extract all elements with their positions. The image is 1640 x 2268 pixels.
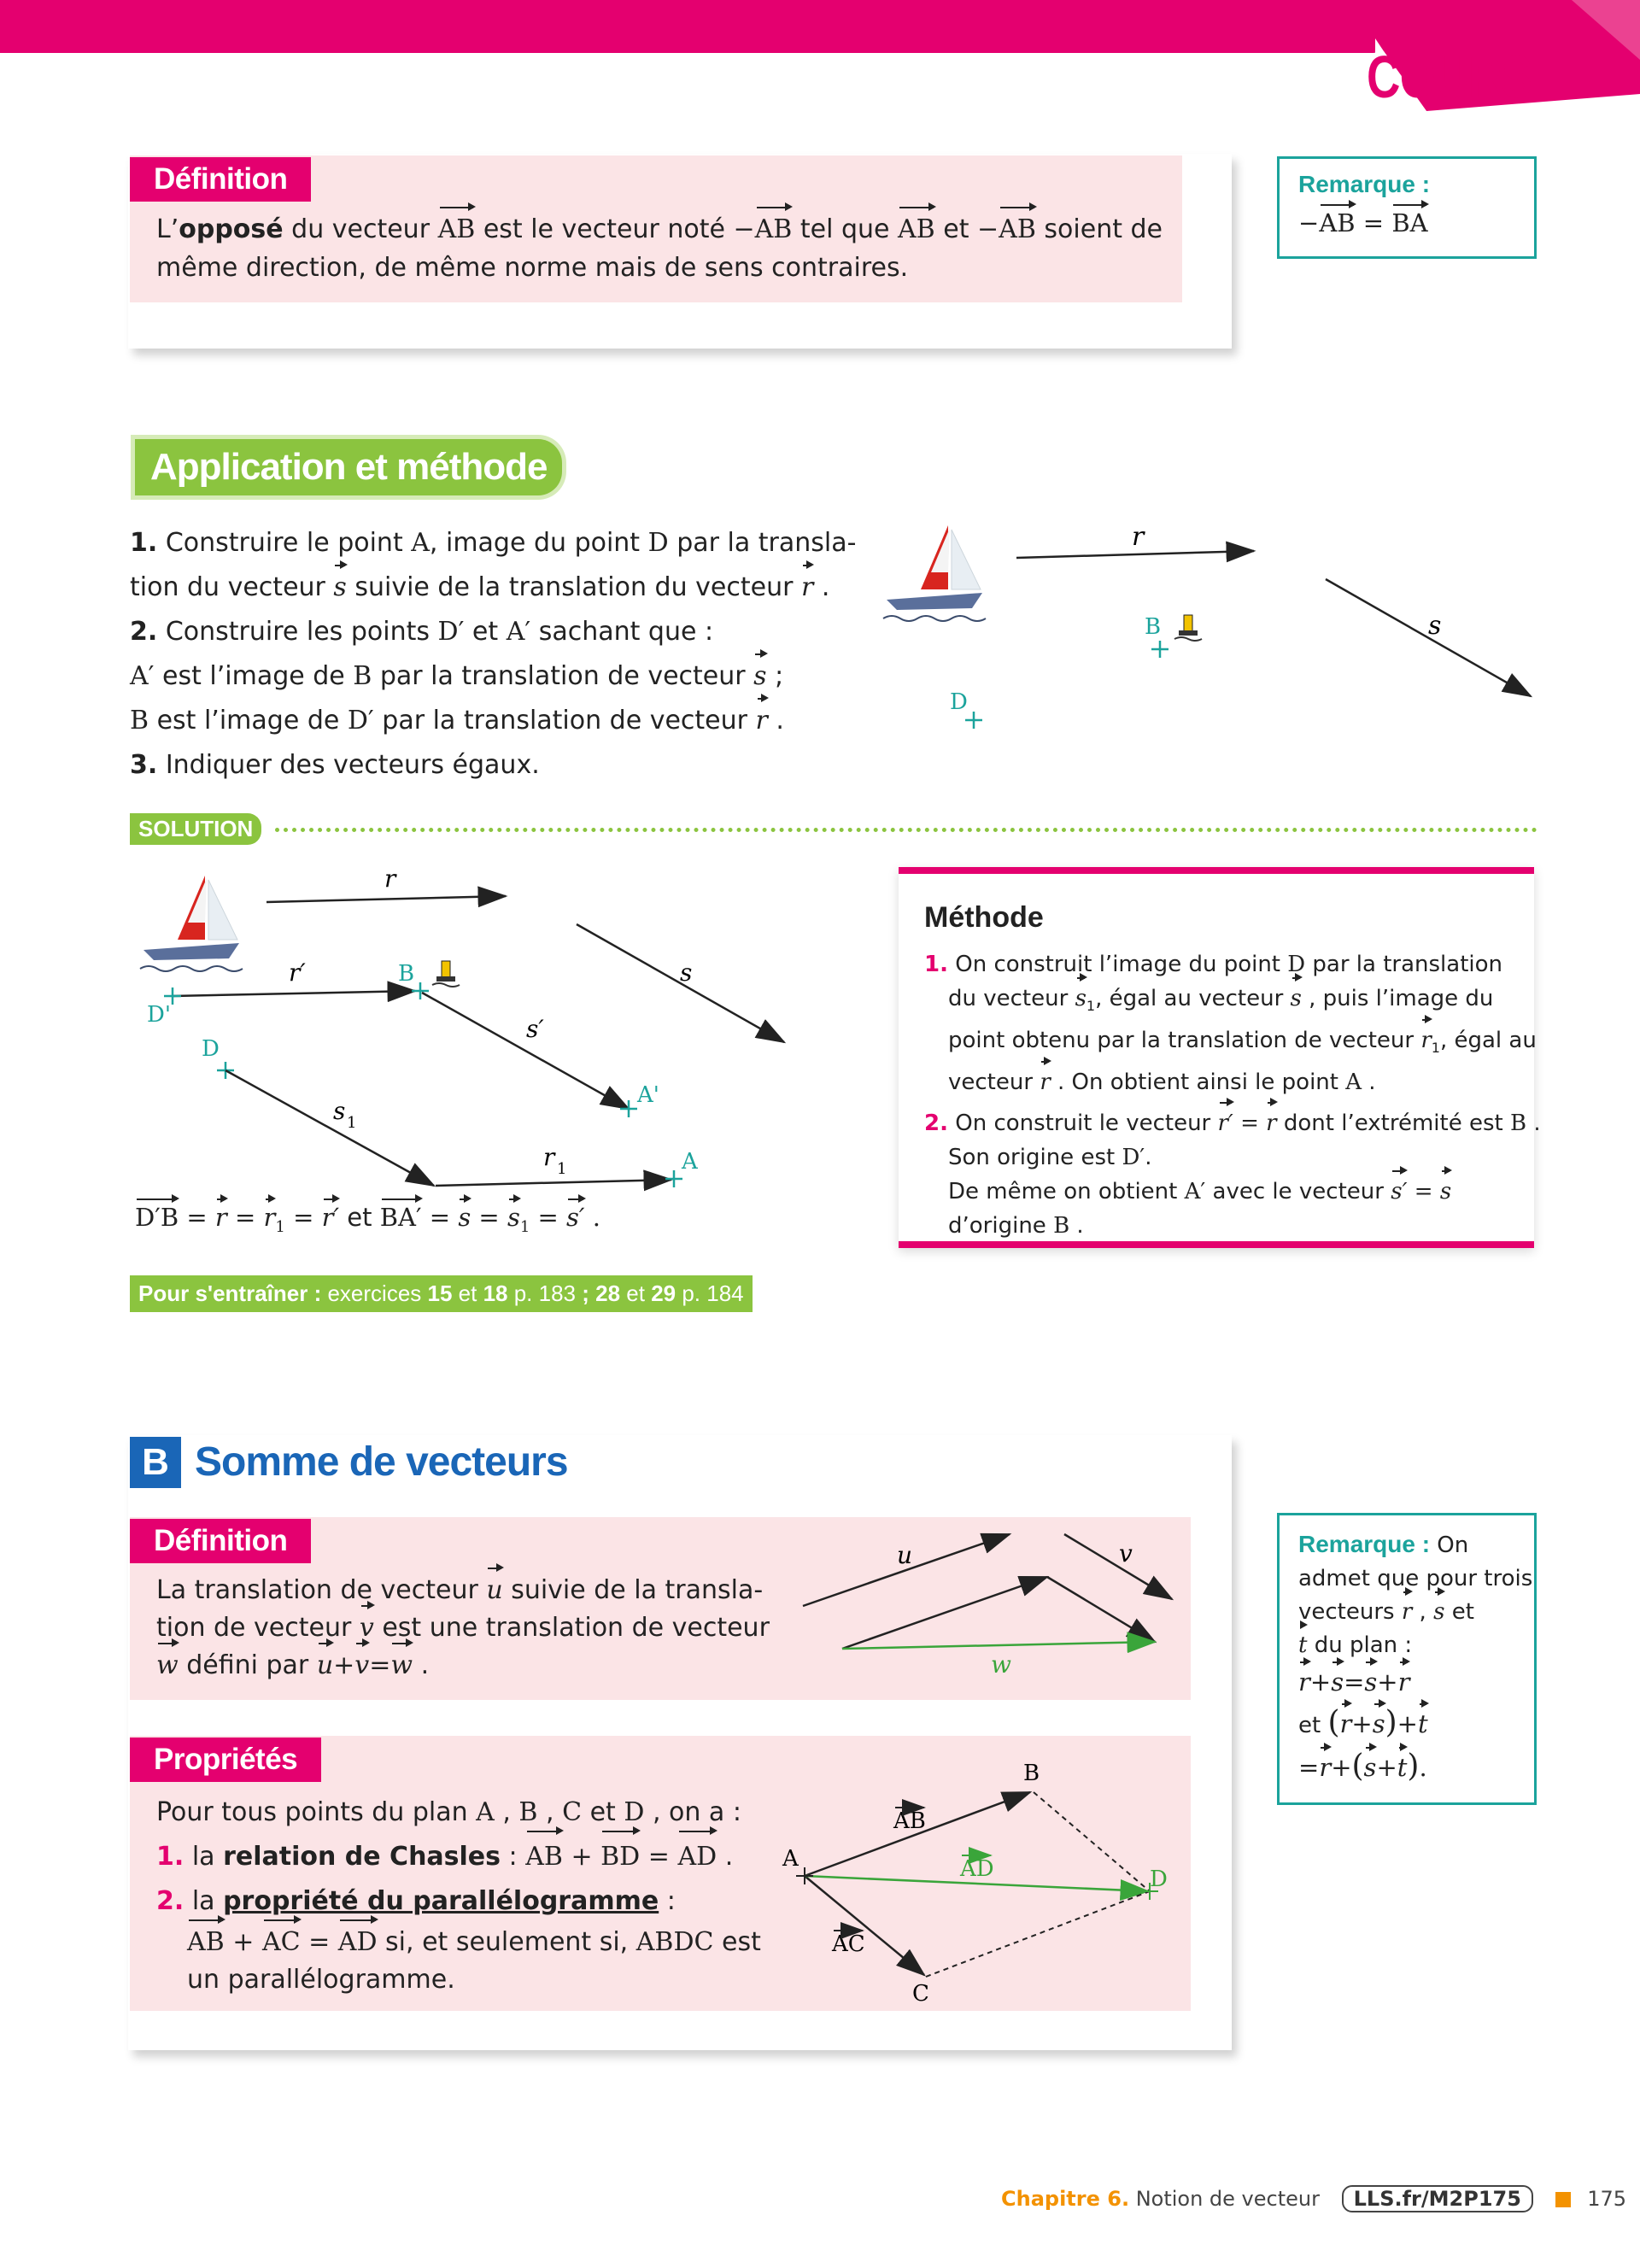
remark-equation: −AB = BA (1298, 208, 1428, 237)
section-title: Somme de vecteurs (195, 1439, 568, 1485)
sum-definition-text: La translation de vecteur u suivie de la transla- tion de vecteur v est une translation de vecteur w défini par u+v=w . (156, 1572, 770, 1685)
vector-w-label: w (991, 1650, 1011, 1679)
point-a-label: A (682, 1149, 698, 1175)
point-b-label: B (1145, 614, 1162, 640)
statement-line: 1. Construire le point A, image du point D par la transla- (130, 528, 857, 558)
point-d-prime-label: D' (147, 1002, 171, 1028)
vector-ab: AB (438, 211, 476, 249)
remark-box (1277, 1513, 1537, 1805)
segment-cd (926, 1891, 1150, 1977)
vector-r1-subscript: 1 (557, 1160, 567, 1178)
vector-r-prime-arrow (173, 991, 415, 996)
statement-line: B est l’image de D′ par la translation de vecteur r . (130, 702, 864, 747)
point-a-marker (665, 1170, 682, 1187)
vector-r-arrow (266, 896, 506, 902)
point-d-label: D (202, 1036, 220, 1062)
application-statement (130, 525, 864, 791)
application-title: Application et méthode (135, 439, 562, 495)
sum-figure (786, 1521, 1196, 1700)
vector-v-translated-arrow (1047, 1577, 1155, 1642)
vector-s-label: s (680, 958, 693, 987)
buoy-icon (432, 961, 460, 987)
opposite-word: opposé (179, 214, 284, 244)
definition-tag: Définition (130, 157, 311, 202)
vector-w-arrow (842, 1642, 1155, 1649)
vector-s-prime-arrow (422, 993, 629, 1109)
definition-tag: Définition (130, 1519, 311, 1563)
statement-line: 3. Indiquer des vecteurs égaux. (130, 750, 540, 780)
vector-s1-subscript: 1 (347, 1114, 357, 1132)
footer-chapter: Chapitre 6. (1001, 2187, 1130, 2211)
solution-figure (128, 854, 811, 1196)
point-a-prime-label: A' (637, 1082, 659, 1108)
point-c-label: C (912, 1981, 929, 2007)
sailboat-icon (883, 525, 986, 621)
vector-s-label: s (1428, 611, 1442, 641)
method-title: Méthode (924, 901, 1044, 934)
vector-ac-label: AC (832, 1931, 865, 1957)
footer-link[interactable]: LLS.fr/M2P175 (1342, 2185, 1533, 2212)
vector-equalities: $D'B = r = r_1 = r'$ et $BA' = s = s_1 = s'$ . (135, 1203, 600, 1236)
point-d-marker (965, 712, 982, 729)
point-a-label: A (782, 1846, 799, 1872)
vector-ab-arrow (805, 1792, 1030, 1876)
vector-ac-arrow (805, 1876, 924, 1975)
point-b-marker (1151, 641, 1168, 658)
vector-u-label: u (897, 1541, 913, 1569)
page-number: 175 (1587, 2187, 1627, 2211)
definition-text-line1: L’opposé du vecteur AB est le vecteur noté −AB tel que AB et −AB soient de (156, 211, 1163, 249)
segment-bd (1034, 1792, 1150, 1891)
remark-title: Remarque : (1298, 171, 1431, 197)
vector-r1-label: r (543, 1143, 555, 1171)
vector-ab: AB (755, 211, 793, 249)
statement-line: tion du vecteur s suivie de la translation du vecteur r . (130, 569, 864, 613)
vector-r-label: r (384, 864, 396, 893)
vector-r1-arrow (436, 1180, 671, 1186)
statement-line: A′ est l’image de B par la translation de vecteur s ; (130, 658, 864, 702)
definition-text-line2: même direction, de même norme mais de sens contraires. (156, 253, 909, 283)
footer (1001, 2185, 1626, 2212)
vector-r-prime-label: r′ (289, 958, 306, 987)
solution-tag: SOLUTION (130, 813, 261, 845)
vector-s-prime-label: s′ (526, 1015, 544, 1043)
vector-ab: AB (999, 211, 1036, 249)
vector-v-arrow (1064, 1534, 1172, 1599)
properties-text: Pour tous points du plan A , B , C et D , on a : 1. la relation de Chasles : AB + BD = AD . 2. la propriété du parallélogramme : AB + AC = AD si, et seulement si, ABDC est un parallélogramme. (156, 1797, 761, 1995)
sailboat-icon (140, 876, 243, 971)
application-figure (871, 504, 1555, 752)
parallelogram-figure (769, 1751, 1179, 2016)
vector-ab-label: AB (893, 1808, 926, 1834)
vector-ab: AB (898, 211, 935, 249)
point-d-label: D (1150, 1867, 1168, 1892)
section-label: COURS (1367, 44, 1532, 110)
footer-square (1555, 2192, 1571, 2207)
vector-v-label: v (1119, 1539, 1133, 1568)
statement-line: 2. Construire les points D′ et A′ sachant que : (130, 617, 714, 647)
vector-u-translated-arrow (842, 1577, 1047, 1649)
footer-title: Notion de vecteur (1129, 2187, 1320, 2211)
point-b-label: B (1023, 1761, 1040, 1786)
point-a-prime-marker (620, 1100, 637, 1117)
practice-link[interactable]: Pour s'entraîner : exercices 15 et 18 p. 183 ; 28 et 29 p. 184 (130, 1275, 753, 1312)
top-banner (0, 0, 1375, 53)
buoy-icon (1174, 615, 1202, 641)
solution-divider (275, 828, 1538, 832)
vector-s1-label: s (333, 1097, 346, 1125)
remark-box (1277, 156, 1537, 259)
point-b-label: B (398, 961, 415, 987)
vector-ad-label: AD (960, 1856, 994, 1882)
remark-text: Remarque : On admet que pour trois vecteurs r , s et t du plan : r+s=s+r et (r+s)+t =r+(s+t). (1298, 1531, 1533, 1784)
method-box (899, 867, 1541, 1248)
vector-r-arrow (1016, 551, 1254, 558)
vector-r-label: r (1132, 522, 1145, 552)
properties-tag: Propriétés (130, 1738, 321, 1782)
method-text: 1. On construit l’image du point D par la translation du vecteur $s_1$, égal au vecteur s , puis l’image du point obtenu par la translation de vecteur $r_1$, égal au vecteur r . On obtient ainsi le point A . 2. On construit le vecteur r′ = r dont l’extrémité est B . Son origine est D′. De même on obtient A′ avec le vecteur s′ = s d’origine B . (924, 952, 1541, 1239)
point-d-label: D (950, 689, 968, 715)
section-letter: B (130, 1437, 181, 1488)
vector-s1-arrow (226, 1070, 434, 1186)
